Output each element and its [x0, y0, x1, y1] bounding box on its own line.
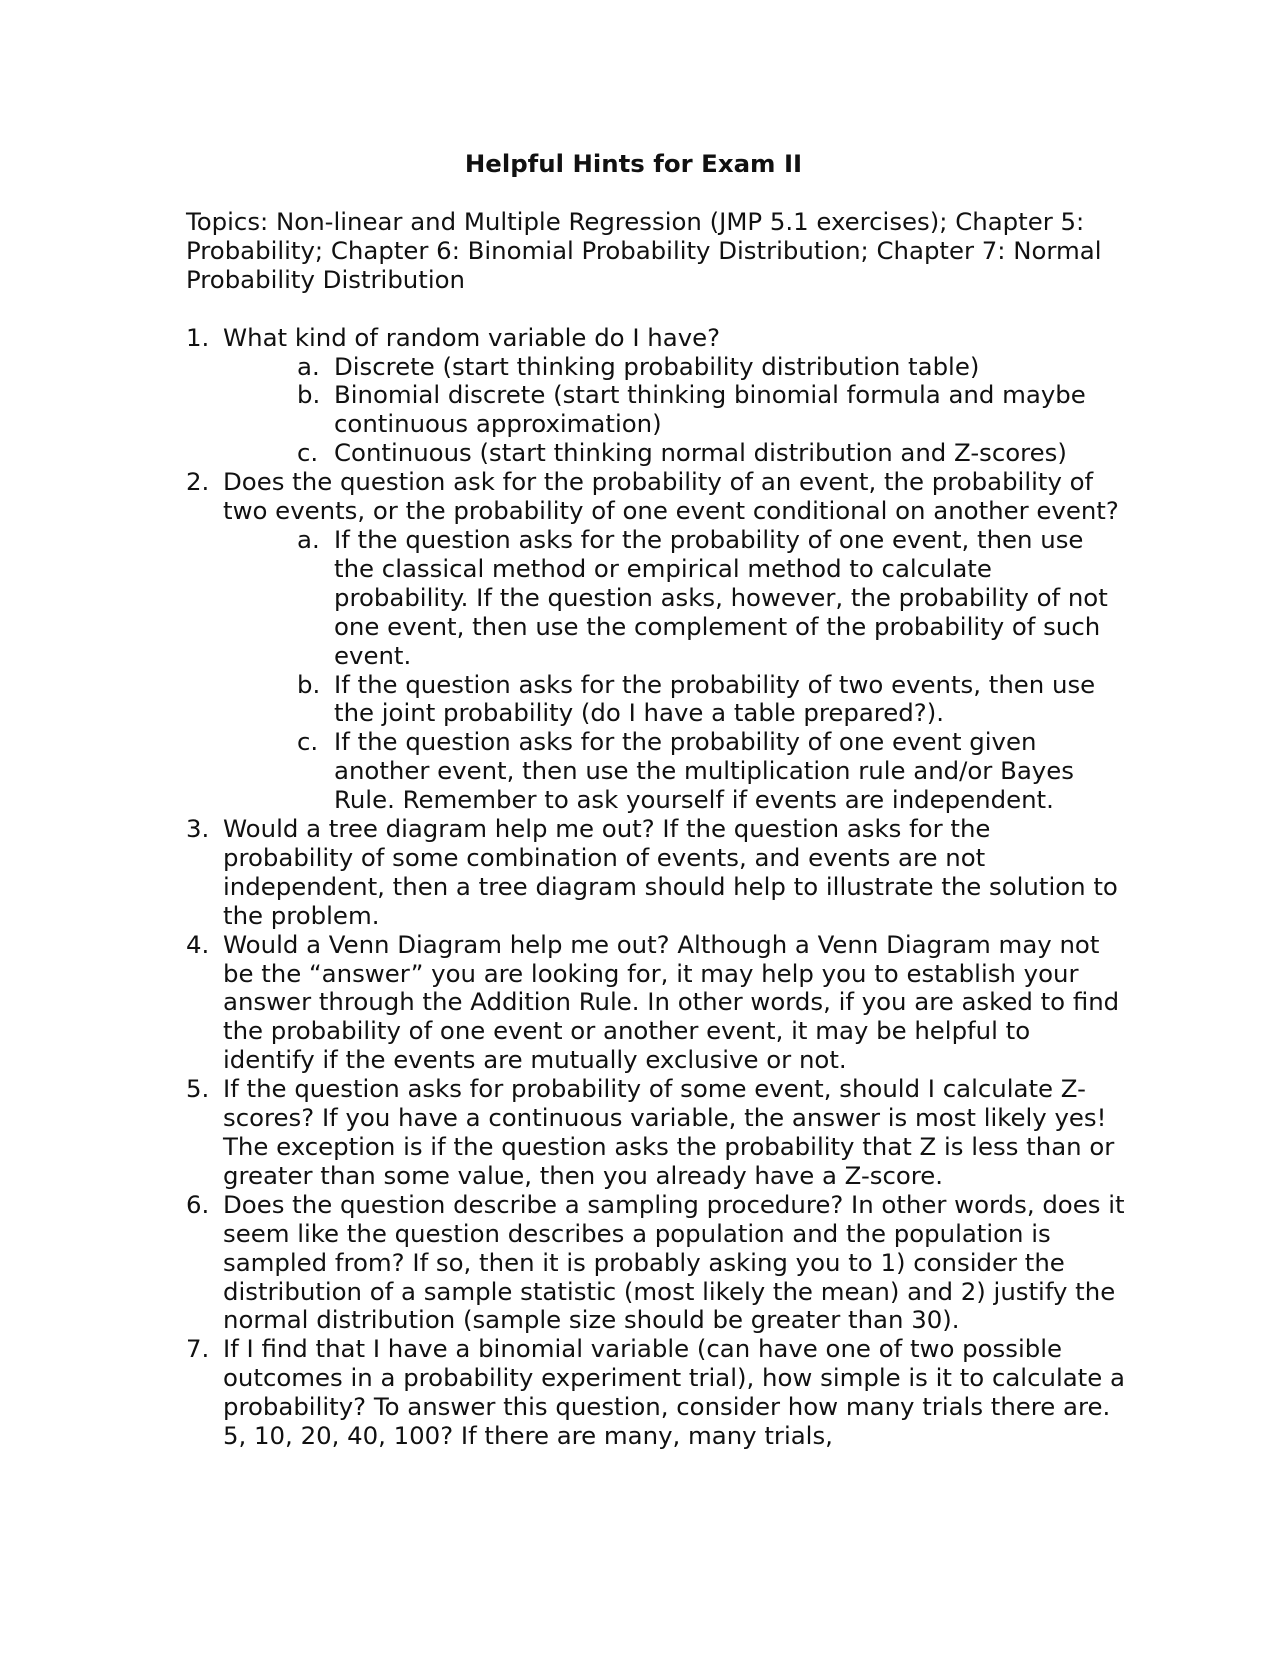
- sub-list-item-text: Continuous (start thinking normal distribution and Z-scores): [334, 438, 1067, 468]
- list-item: [186, 815, 1126, 931]
- list-item-number: 3.: [186, 814, 210, 844]
- list-item: [186, 931, 1126, 1076]
- sub-list-item-letter: c.: [297, 727, 319, 757]
- sub-list-item: [223, 671, 1126, 729]
- list-item-text: What kind of random variable do I have?: [223, 322, 721, 352]
- list-item: [186, 468, 1126, 815]
- sub-list-item-letter: b.: [297, 669, 321, 699]
- list-item-text: If the question asks for probability of some event, should I calculate Z-scores? If you have a continuous variable, the answer is most likely yes! The exception is if the question asks the probability that Z is less than or greater than some value, then you already have a Z-score.: [223, 1074, 1115, 1190]
- sub-list-item-text: Binomial discrete (start thinking binomial formula and maybe continuous approximation): [334, 380, 1086, 439]
- document-page: [186, 150, 1126, 1451]
- list-item: [186, 324, 1126, 469]
- sub-list-item: [223, 439, 1126, 468]
- list-item: [186, 1191, 1126, 1336]
- sub-list-item: [223, 381, 1126, 439]
- list-item-text: Does the question describe a sampling procedure? In other words, does it seem like the question describes a population and the population is sampled from? If so, then it is probably asking you to 1) consider the distribution of a sample statistic (most likely the mean) and 2) justify the normal distribution (sample size should be greater than 30).: [223, 1189, 1125, 1335]
- document-title: Helpful Hints for Exam II: [464, 149, 803, 178]
- topics-paragraph: Topics: Non-linear and Multiple Regression (JMP 5.1 exercises); Chapter 5: Probability; Chapter 6: Binomial Probability Distribution; Chapter 7: Normal Probability Distribution: [186, 206, 1102, 294]
- list-item-number: 6.: [186, 1189, 210, 1219]
- sub-list-item-text: Discrete (start thinking probability distribution table): [334, 351, 980, 381]
- list-item: [186, 1335, 1126, 1451]
- sub-list: [223, 526, 1126, 815]
- sub-list-item-letter: a.: [297, 351, 320, 381]
- list-item: [186, 1075, 1126, 1191]
- hints-list: [186, 324, 1126, 1451]
- list-item-number: 4.: [186, 929, 210, 959]
- sub-list-item: [223, 526, 1126, 671]
- sub-list: [223, 353, 1126, 469]
- list-item-number: 2.: [186, 467, 210, 497]
- sub-list-item-letter: a.: [297, 524, 320, 554]
- sub-list-item-letter: c.: [297, 438, 319, 468]
- list-item-text: If I find that I have a binomial variable (can have one of two possible outcomes in a probability experiment trial), how simple is it to calculate a probability? To answer this question, consider how many trials there are. 5, 10, 20, 40, 100? If there are many, many trials,: [223, 1334, 1125, 1451]
- list-item-text: Does the question ask for the probability of an event, the probability of two events, or the probability of one event conditional on another event?: [223, 467, 1119, 526]
- sub-list-item: [223, 353, 1126, 382]
- list-item-number: 5.: [186, 1074, 210, 1104]
- sub-list-item-letter: b.: [297, 380, 321, 410]
- list-item-text: Would a Venn Diagram help me out? Although a Venn Diagram may not be the “answer” you are looking for, it may help you to establish your answer through the Addition Rule. In other words, if you are asked to find the probability of one event or another event, it may be helpful to identify if the events are mutually exclusive or not.: [223, 929, 1120, 1075]
- list-item-text: Would a tree diagram help me out? If the question asks for the probability of some combination of events, and events are not independent, then a tree diagram should help to illustrate the solution to the problem.: [223, 814, 1118, 930]
- sub-list-item: [223, 728, 1126, 815]
- sub-list-item-text: If the question asks for the probability of one event, then use the classical method or empirical method to calculate probability. If the question asks, however, the probability of not one event, then use the complement of the probability of such event.: [334, 524, 1108, 670]
- sub-list-item-text: If the question asks for the probability of two events, then use the joint probability (do I have a table prepared?).: [334, 669, 1096, 728]
- list-item-number: 7.: [186, 1334, 210, 1364]
- list-item-number: 1.: [186, 322, 210, 352]
- sub-list-item-text: If the question asks for the probability of one event given another event, then use the multiplication rule and/or Bayes Rule. Remember to ask yourself if events are independent.: [334, 727, 1074, 815]
